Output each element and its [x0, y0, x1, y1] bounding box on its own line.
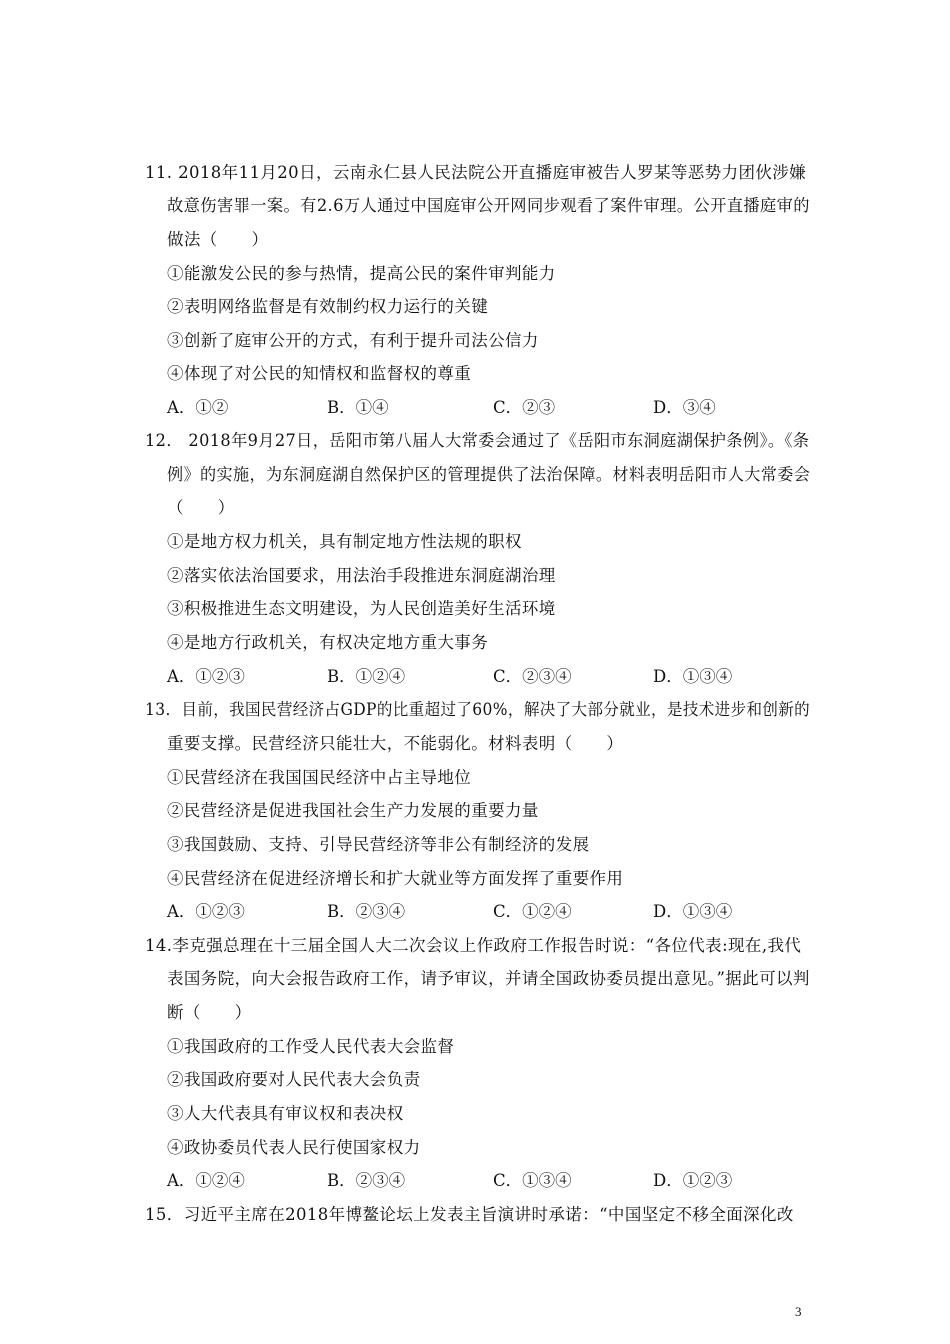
question-14-option-b: B．②③④ [327, 1171, 406, 1190]
question-14-stem-line-3: 断（ ） [167, 1003, 252, 1022]
question-12-option-d: D．①③④ [653, 667, 733, 686]
question-11-option-d: D．③④ [653, 398, 716, 417]
question-11-stem-line-3: 做法（ ） [167, 230, 269, 249]
page-number: 3 [795, 1304, 802, 1319]
question-12-statement-4: ④是地方行政机关，有权决定地方重大事务 [167, 633, 489, 652]
question-14-statement-4: ④政协委员代表人民行使国家权力 [167, 1138, 421, 1157]
question-11-statement-3: ③创新了庭审公开的方式，有利于提升司法公信力 [167, 331, 539, 350]
question-12-option-c: C．②③④ [493, 667, 572, 686]
question-14-option-c: C．①③④ [493, 1171, 572, 1190]
question-14-statement-3: ③人大代表具有审议权和表决权 [167, 1104, 404, 1123]
question-12-statement-1: ①是地方权力机关，具有制定地方性法规的职权 [167, 532, 522, 551]
question-13-option-c: C．①②④ [493, 902, 572, 921]
question-12-stem-line-1: 12． 2018年9月27日，岳阳市第八届人大常委会通过了《岳阳市东洞庭湖保护条例》。《条 [145, 431, 810, 450]
question-11-statement-2: ②表明网络监督是有效制约权力运行的关键 [167, 297, 489, 316]
question-11-statement-1: ①能激发公民的参与热情，提高公民的案件审判能力 [167, 264, 556, 283]
question-14-statement-2: ②我国政府要对人民代表大会负责 [167, 1070, 421, 1089]
question-11-stem-line-2: 故意伤害罪一案。有2.6万人通过中国庭审公开网同步观看了案件审理。公开直播庭审的 [167, 196, 810, 215]
question-14-stem-line-1: 14.李克强总理在十三届全国人大二次会议上作政府工作报告时说：“各位代表:现在,我代 [145, 936, 802, 955]
question-11-option-b: B．①④ [327, 398, 389, 417]
question-11-option-a: A．①② [167, 398, 229, 417]
question-15-stem-line-1: 15．习近平主席在2018年博鳌论坛上发表主旨演讲时承诺：“中国坚定不移全面深化改 [145, 1205, 794, 1224]
question-12-statement-2: ②落实依法治国要求，用法治手段推进东洞庭湖治理 [167, 566, 556, 585]
question-12-option-a: A．①②③ [167, 667, 245, 686]
question-13-statement-4: ④民营经济在促进经济增长和扩大就业等方面发挥了重要作用 [167, 869, 624, 888]
question-14-stem-line-2: 表国务院，向大会报告政府工作，请予审议，并请全国政协委员提出意见。”据此可以判 [167, 969, 810, 988]
question-13-stem-line-1: 13．目前，我国民营经济占GDP的比重超过了60%，解决了大部分就业，是技术进步和创新的 [145, 700, 811, 719]
question-14-option-a: A．①②④ [167, 1171, 245, 1190]
question-12-option-b: B．①②④ [327, 667, 406, 686]
question-13-statement-1: ①民营经济在我国国民经济中占主导地位 [167, 768, 472, 787]
question-14-option-d: D．①②③ [653, 1171, 733, 1190]
question-14-statement-1: ①我国政府的工作受人民代表大会监督 [167, 1037, 455, 1056]
question-13-option-a: A．①②③ [167, 902, 245, 921]
question-12-stem-line-2: 例》的实施，为东洞庭湖自然保护区的管理提供了法治保障。材料表明岳阳市人大常委会 [167, 465, 811, 484]
question-11-statement-4: ④体现了对公民的知情权和监督权的尊重 [167, 364, 472, 383]
question-13-stem-line-2: 重要支撑。民营经济只能壮大，不能弱化。材料表明（ ） [167, 734, 624, 753]
question-13-statement-2: ②民营经济是促进我国社会生产力发展的重要力量 [167, 801, 539, 820]
question-11-option-c: C．②③ [493, 398, 556, 417]
question-13-option-d: D．①③④ [653, 902, 733, 921]
question-13-statement-3: ③我国鼓励、支持、引导民营经济等非公有制经济的发展 [167, 835, 590, 854]
question-12-stem-line-3: （ ） [167, 498, 235, 517]
question-12-statement-3: ③积极推进生态文明建设，为人民创造美好生活环境 [167, 599, 556, 618]
question-13-option-b: B．②③④ [327, 902, 406, 921]
question-11-stem-line-1: 11. 2018年11月20日，云南永仁县人民法院公开直播庭审被告人罗某等恶势力团伙涉嫌 [145, 163, 807, 182]
